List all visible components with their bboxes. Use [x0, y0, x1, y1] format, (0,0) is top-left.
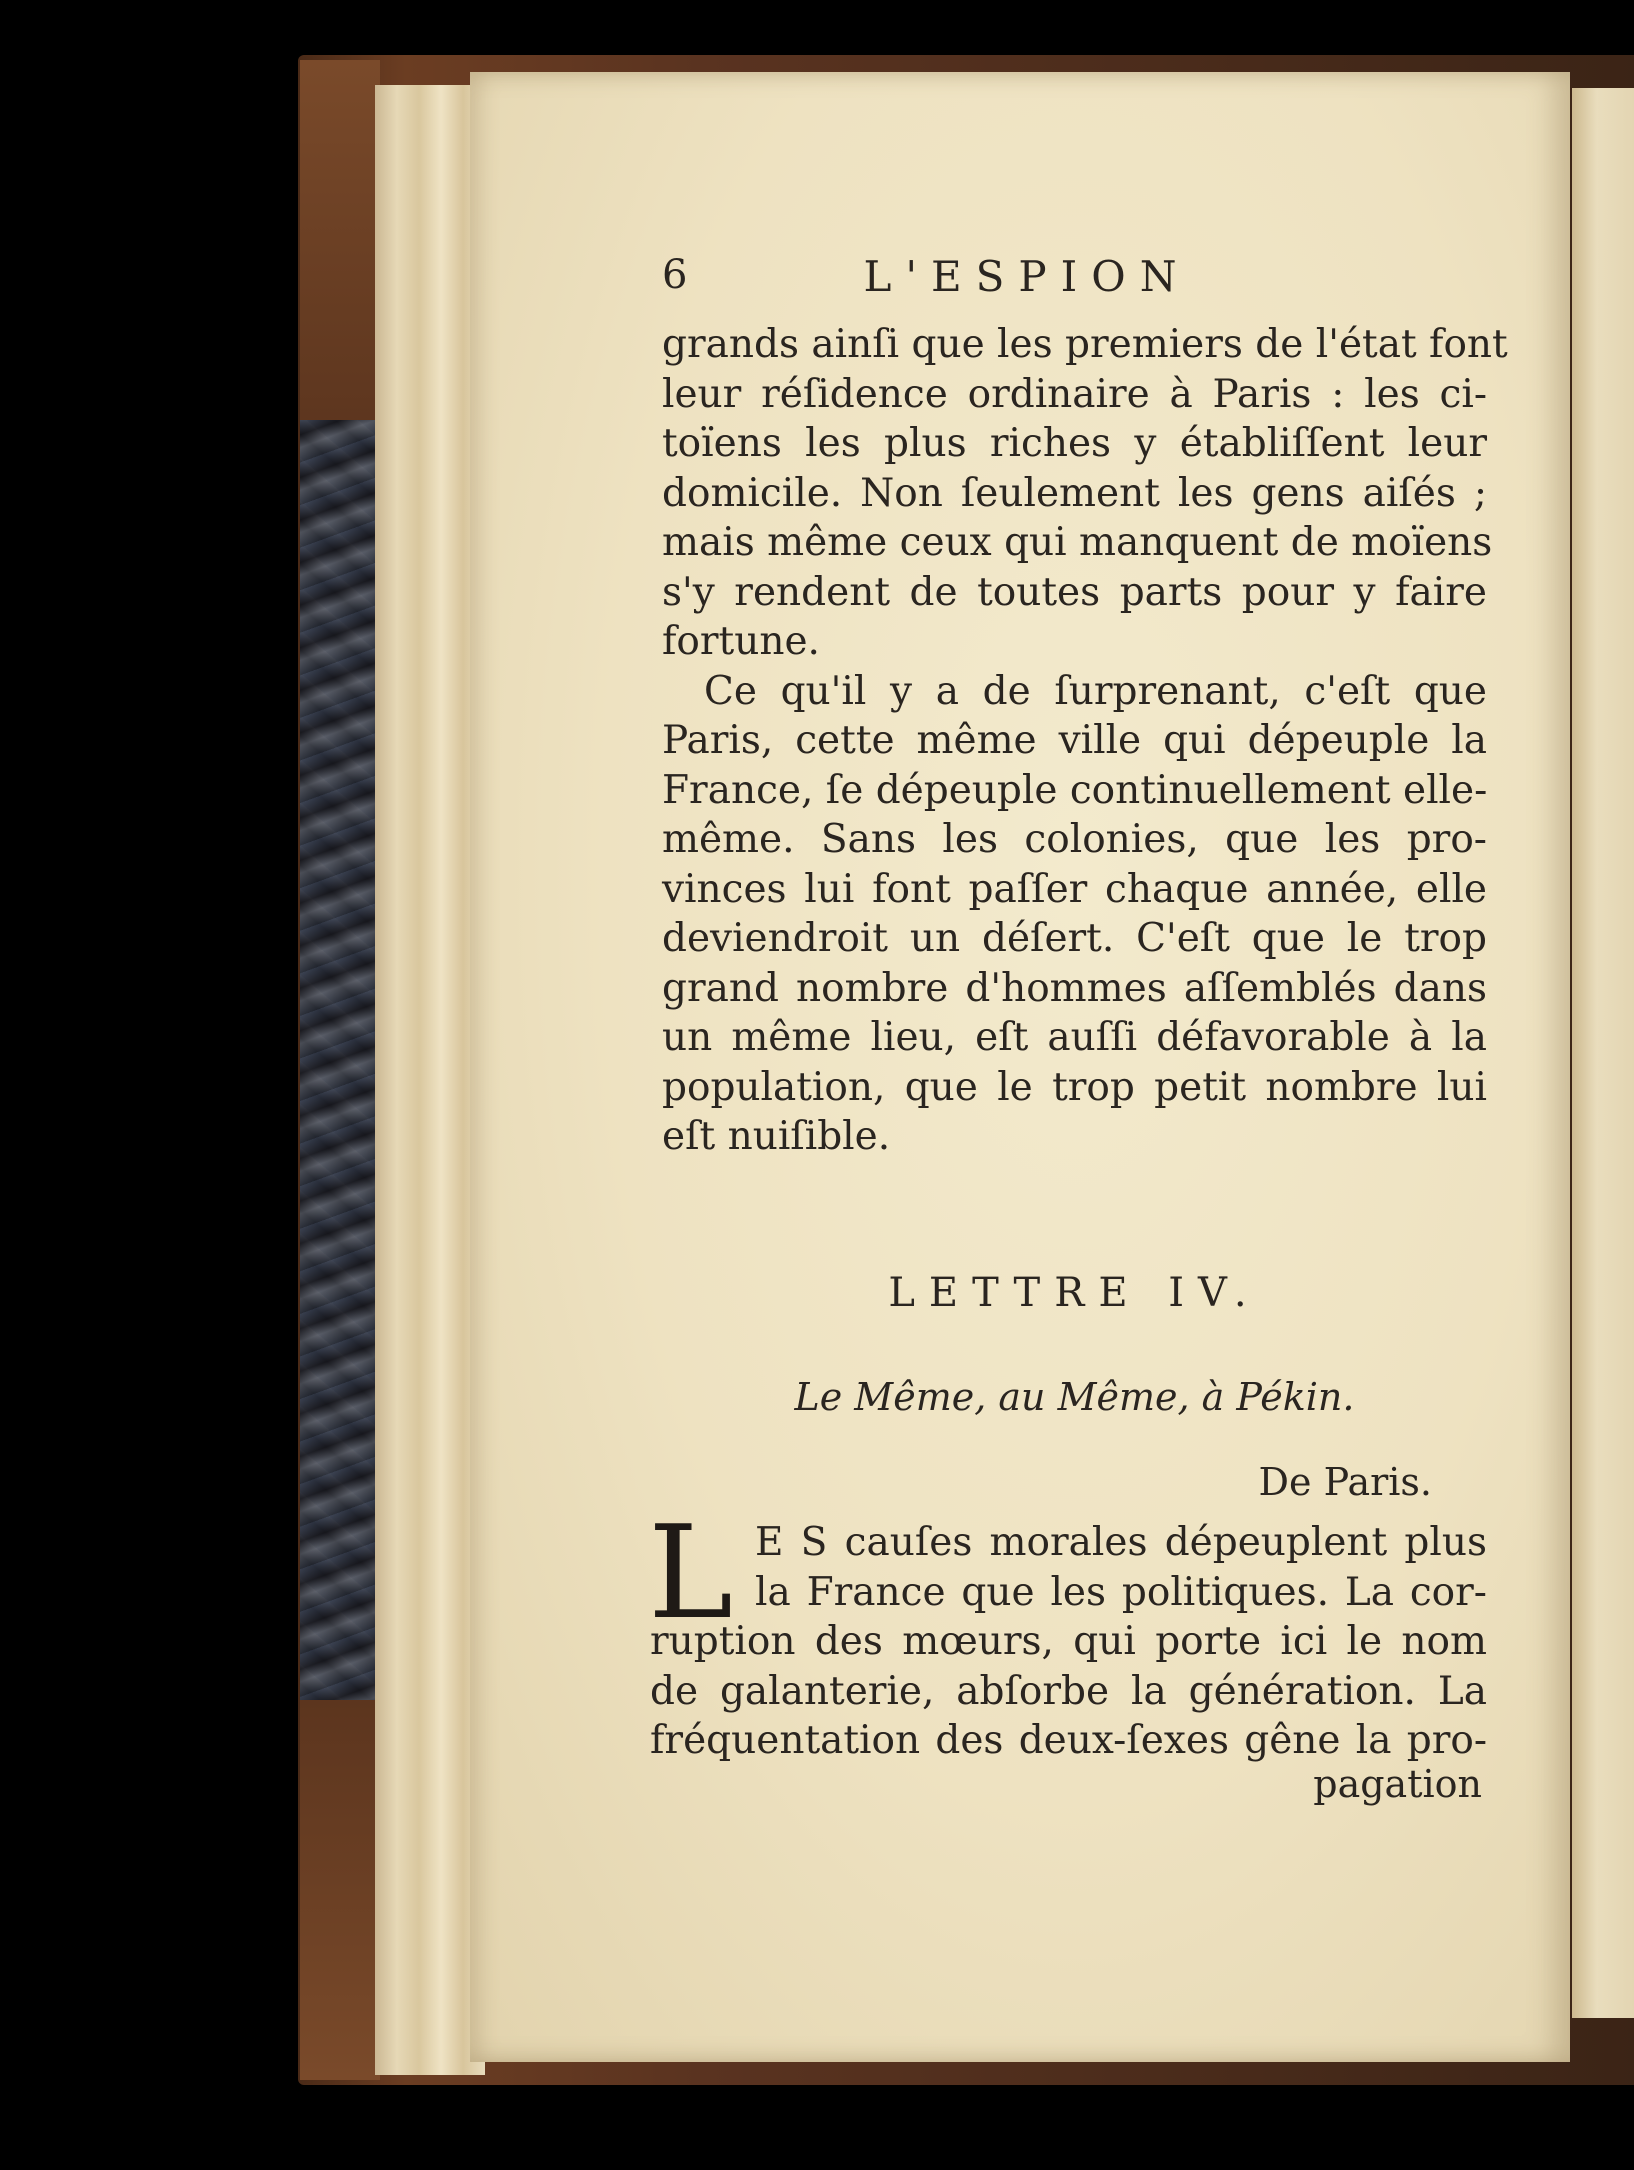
- text-line: un même lieu, eſt auſſi défavorable à la: [662, 1015, 1487, 1060]
- text-line: fréquentation des deux-ſexes gêne la pro-: [650, 1718, 1487, 1763]
- text-line: population, que le trop petit nombre lui: [662, 1064, 1487, 1110]
- page-block-edges: [375, 85, 485, 2075]
- text-line: France, ſe dépeuple continuellement elle-: [662, 767, 1488, 813]
- text-line: grands ainſi que les premiers de l'état font: [662, 322, 1508, 367]
- letter-subheading: Le Même, au Même, à Pékin.: [794, 1375, 1355, 1419]
- text-line: E S cauſes morales dépeuplent plus: [755, 1520, 1487, 1565]
- drop-cap: L: [648, 1499, 733, 1648]
- text-line: Ce qu'il y a de ſurprenant, c'eſt que: [704, 668, 1487, 714]
- letter-place: De Paris.: [1258, 1460, 1432, 1504]
- text-line: fortune.: [662, 619, 820, 664]
- text-line: domicile. Non ſeulement les gens aiſés ;: [662, 470, 1487, 516]
- text-line: grand nombre d'hommes aſſemblés dans: [662, 965, 1487, 1011]
- text-line: la France que les politiques. La cor-: [755, 1569, 1487, 1615]
- text-line: même. Sans les colonies, que les pro-: [662, 817, 1487, 862]
- running-title: L'ESPION: [863, 252, 1191, 301]
- text-line: ruption des mœurs, qui porte ici le nom: [650, 1619, 1487, 1664]
- page-number: 6: [662, 252, 688, 298]
- text-line: eſt nuiſible.: [662, 1114, 891, 1159]
- text-line: toïens les plus riches y établiſſent leur: [662, 421, 1487, 466]
- catchword: pagation: [1313, 1762, 1482, 1806]
- text-line: s'y rendent de toutes parts pour y faire: [662, 569, 1487, 615]
- letter-body: [650, 1518, 1487, 1766]
- body-text: [662, 320, 1508, 1162]
- text-line: Paris, cette même ville qui dépeuple la: [662, 718, 1487, 763]
- leather-spine-bottom: [300, 1700, 380, 2080]
- marbled-board: [300, 420, 380, 1750]
- text-line: leur réſidence ordinaire à Paris : les ci-: [662, 371, 1487, 417]
- text-line: de galanterie, abſorbe la génération. La: [650, 1668, 1487, 1714]
- letter-heading: LETTRE IV.: [888, 1270, 1261, 1316]
- text-line: vinces lui font paſſer chaque année, elle: [662, 866, 1487, 912]
- text-line: mais même ceux qui manquent de moïens: [662, 520, 1493, 565]
- text-line: deviendroit un déſert. C'eſt que le trop: [662, 916, 1487, 961]
- facing-page-edge: [1572, 88, 1634, 2018]
- leather-spine-top: [300, 60, 380, 440]
- page-header: [662, 252, 1292, 312]
